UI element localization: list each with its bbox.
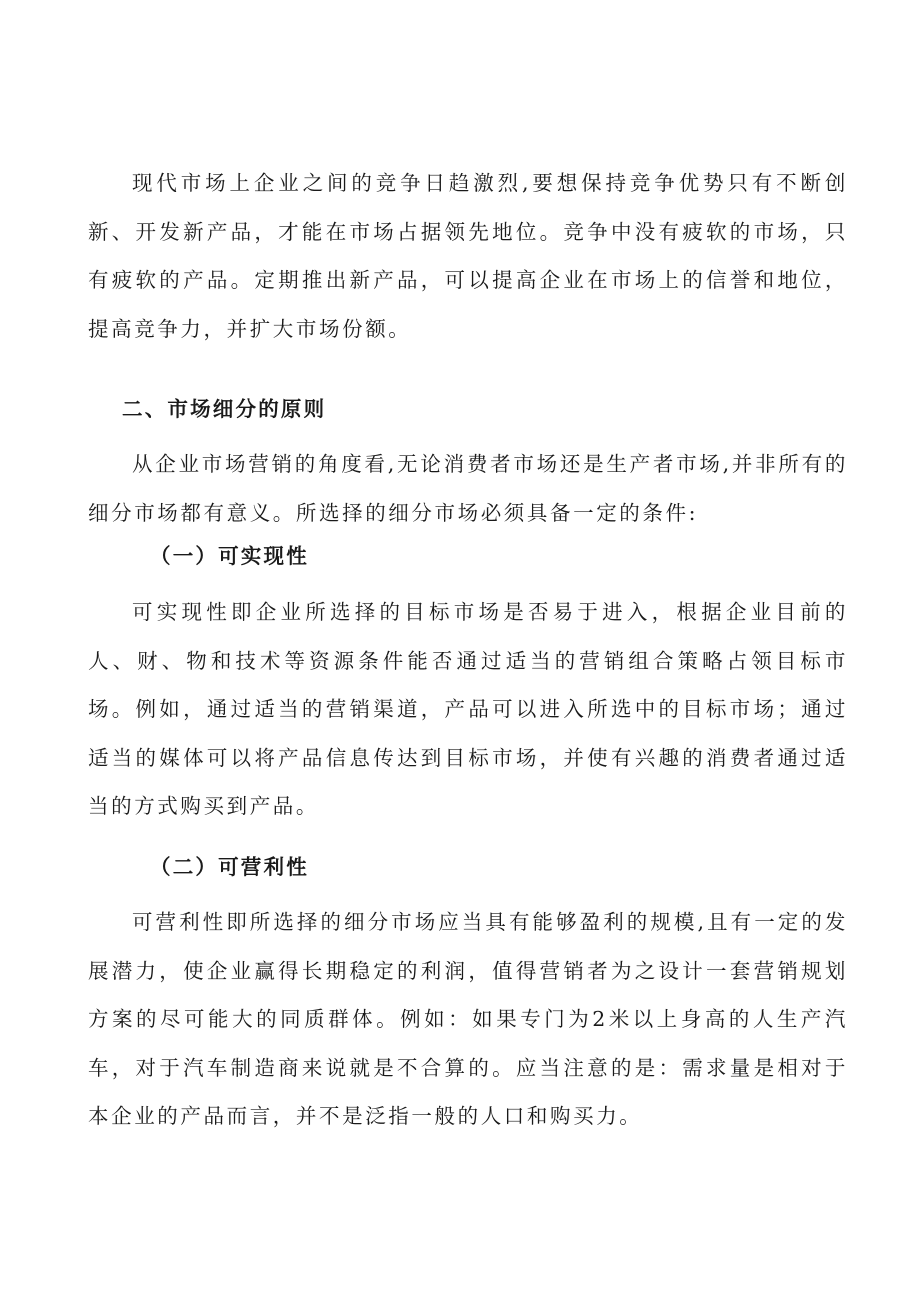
section-heading-segmentation-principles: 二、市场细分的原则 bbox=[122, 397, 327, 421]
sub-heading-feasibility: （一）可实现性 bbox=[150, 544, 309, 568]
paragraph-feasibility: 可实现性即企业所选择的目标市场是否易于进入，根据企业目前的人、财、物和技术等资源条件能否通过适当的营销组合策略占领目标市场。例如，通过适当的营销渠道，产品可以进入所选中的目标市场；通过适当的媒体可以将产品信息传达到目标市场，并使有兴趣的消费者通过适当的方式购买到产品。 bbox=[88, 600, 848, 818]
sub-heading-profitability: （二）可营利性 bbox=[150, 855, 309, 879]
paragraph-profitability: 可营利性即所选择的细分市场应当具有能够盈利的规模,且有一定的发展潜力，使企业赢得长期稳定的利润，值得营销者为之设计一套营销规划方案的尽可能大的同质群体。例如：如果专门为2米以上身高的人生产汽车，对于汽车制造商来说就是不合算的。应当注意的是：需求量是相对于本企业的产品而言，并不是泛指一般的人口和购买力。 bbox=[88, 910, 848, 1128]
paragraph-segmentation-conditions: 从企业市场营销的角度看,无论消费者市场还是生产者市场,并非所有的细分市场都有意义。所选择的细分市场必须具备一定的条件: bbox=[88, 452, 848, 525]
paragraph-product-innovation: 现代市场上企业之间的竞争日趋激烈,要想保持竞争优势只有不断创新、开发新产品，才能在市场占据领先地位。竞争中没有疲软的市场，只有疲软的产品。定期推出新产品，可以提高企业在市场上的信誉和地位，提高竞争力，并扩大市场份额。 bbox=[88, 171, 848, 341]
